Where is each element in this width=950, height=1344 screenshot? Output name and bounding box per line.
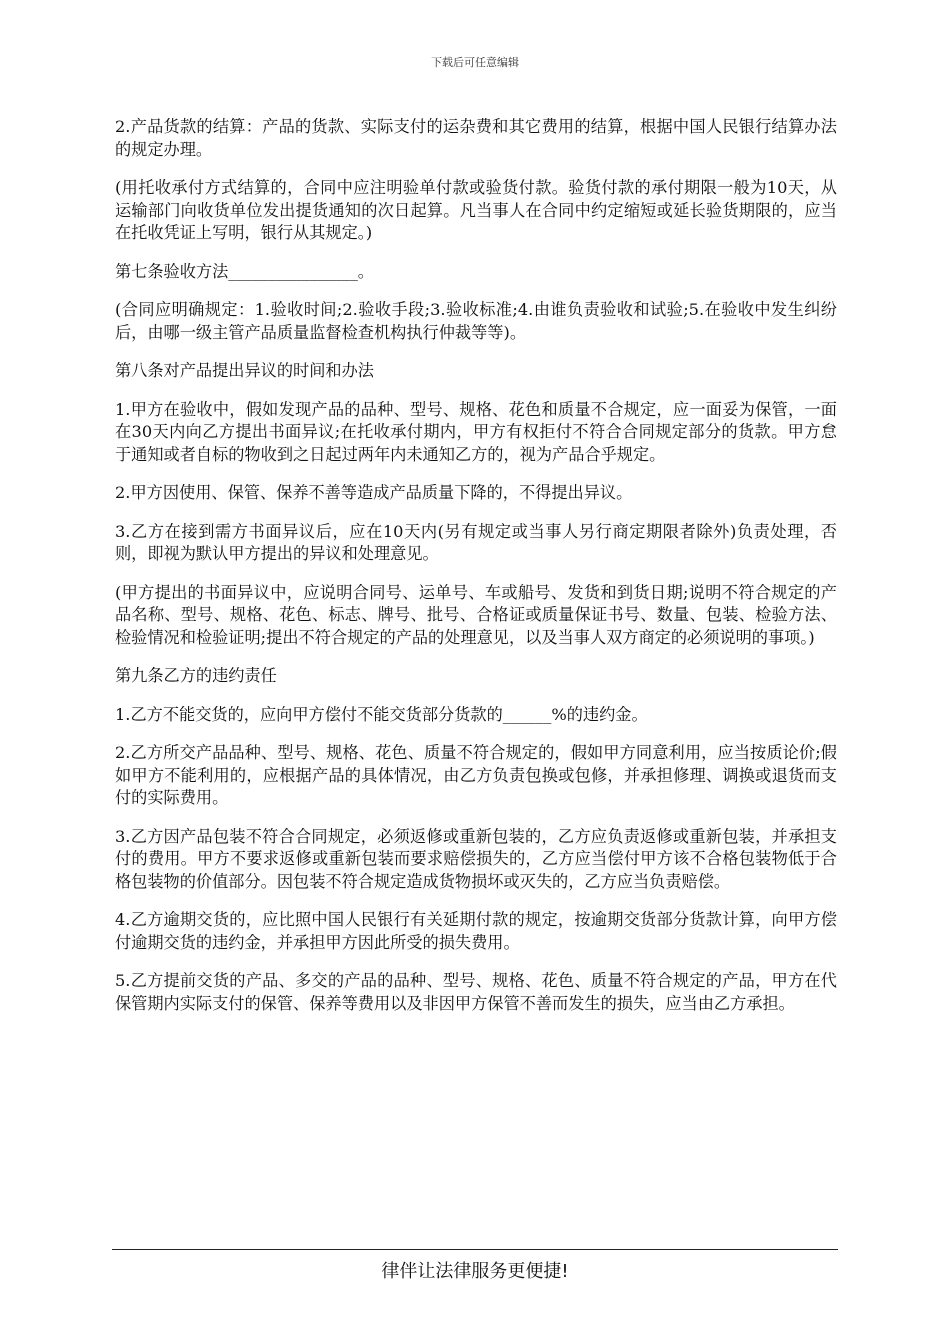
paragraph-objection-2: 2.甲方因使用、保管、保养不善等造成产品质量下降的，不得提出异议。 (115, 483, 633, 502)
paragraph-liability-4: 4.乙方逾期交货的，应比照中国人民银行有关延期付款的规定，按逾期交货部分货款计算，向甲方偿付逾期交货的违约金，并承担甲方因此所受的损失费用。 (115, 910, 837, 952)
document-body (115, 116, 837, 1031)
paragraph-objection-1: 1.甲方在验收中，假如发现产品的品种、型号、规格、花色和质量不合规定，应一面妥为保管，一面在30天内向乙方提出书面异议;在托收承付期内，甲方有权拒付不符合合同规定部分的货款。甲方怠于通知或者自标的物收到之日起过两年内未通知乙方的，视为产品合乎规定。 (115, 399, 837, 464)
article-9-heading: 第九条乙方的违约责任 (115, 666, 277, 685)
paragraph-liability-1: 1.乙方不能交货的，应向甲方偿付不能交货部分货款的______%的违约金。 (115, 704, 648, 724)
paragraph-liability-2: 2.乙方所交产品品种、型号、规格、花色、质量不符合规定的，假如甲方同意利用，应当按质论价;假如甲方不能利用的，应根据产品的具体情况，由乙方负责包换或包修，并承担修理、调换或退货而支付的实际费用。 (115, 743, 837, 807)
paragraph-liability-3: 3.乙方因产品包装不符合合同规定，必须返修或重新包装的，乙方应负责返修或重新包装，并承担支付的费用。甲方不要求返修或重新包装而要求赔偿损失的，乙方应当偿付甲方该不合格包装物低于合格包装物的价值部分。因包装不符合规定造成货物损坏或灭失的，乙方应当负责赔偿。 (115, 826, 837, 891)
footer-slogan: 律伴让法律服务更便捷! (381, 1261, 569, 1282)
paragraph-settlement: 2.产品货款的结算：产品的货款、实际支付的运杂费和其它费用的结算，根据中国人民银行结算办法的规定办理。 (115, 117, 837, 159)
header-note: 下载后可任意编辑 (431, 56, 519, 69)
footer-divider (112, 1249, 838, 1250)
paragraph-liability-5: 5.乙方提前交货的产品、多交的产品的品种、型号、规格、花色、质量不符合规定的产品，甲方在代保管期内实际支付的保管、保养等费用以及非因甲方保管不善而发生的损失，应当由乙方承担。 (115, 971, 837, 1013)
paragraph-objection-note: (甲方提出的书面异议中，应说明合同号、运单号、车或船号、发货和到货日期;说明不符合规定的产品名称、型号、规格、花色、标志、牌号、批号、合格证或质量保证书号、数量、包装、检验方法、检验情况和检验证明;提出不符合规定的产品的处理意见，以及当事人双方商定的必须说明的事项。) (115, 582, 837, 647)
paragraph-acceptance-note: (合同应明确规定：1.验收时间;2.验收手段;3.验收标准;4.由谁负责验收和试验;5.在验收中发生纠纷后，由哪一级主管产品质量监督检查机构执行仲裁等等)。 (115, 300, 837, 342)
paragraph-settlement-note: (用托收承付方式结算的，合同中应注明验单付款或验货付款。验货付款的承付期限一般为10天，从运输部门向收货单位发出提货通知的次日起算。凡当事人在合同中约定缩短或延长验货期限的，应当在托收凭证上写明，银行从其规定。) (115, 178, 837, 242)
article-8-heading: 第八条对产品提出异议的时间和办法 (115, 361, 374, 380)
article-7-heading: 第七条验收方法________________。 (115, 261, 374, 281)
paragraph-objection-3: 3.乙方在接到需方书面异议后，应在10天内(另有规定或当事人另行商定期限者除外)负责处理，否则，即视为默认甲方提出的异议和处理意见。 (115, 521, 837, 563)
